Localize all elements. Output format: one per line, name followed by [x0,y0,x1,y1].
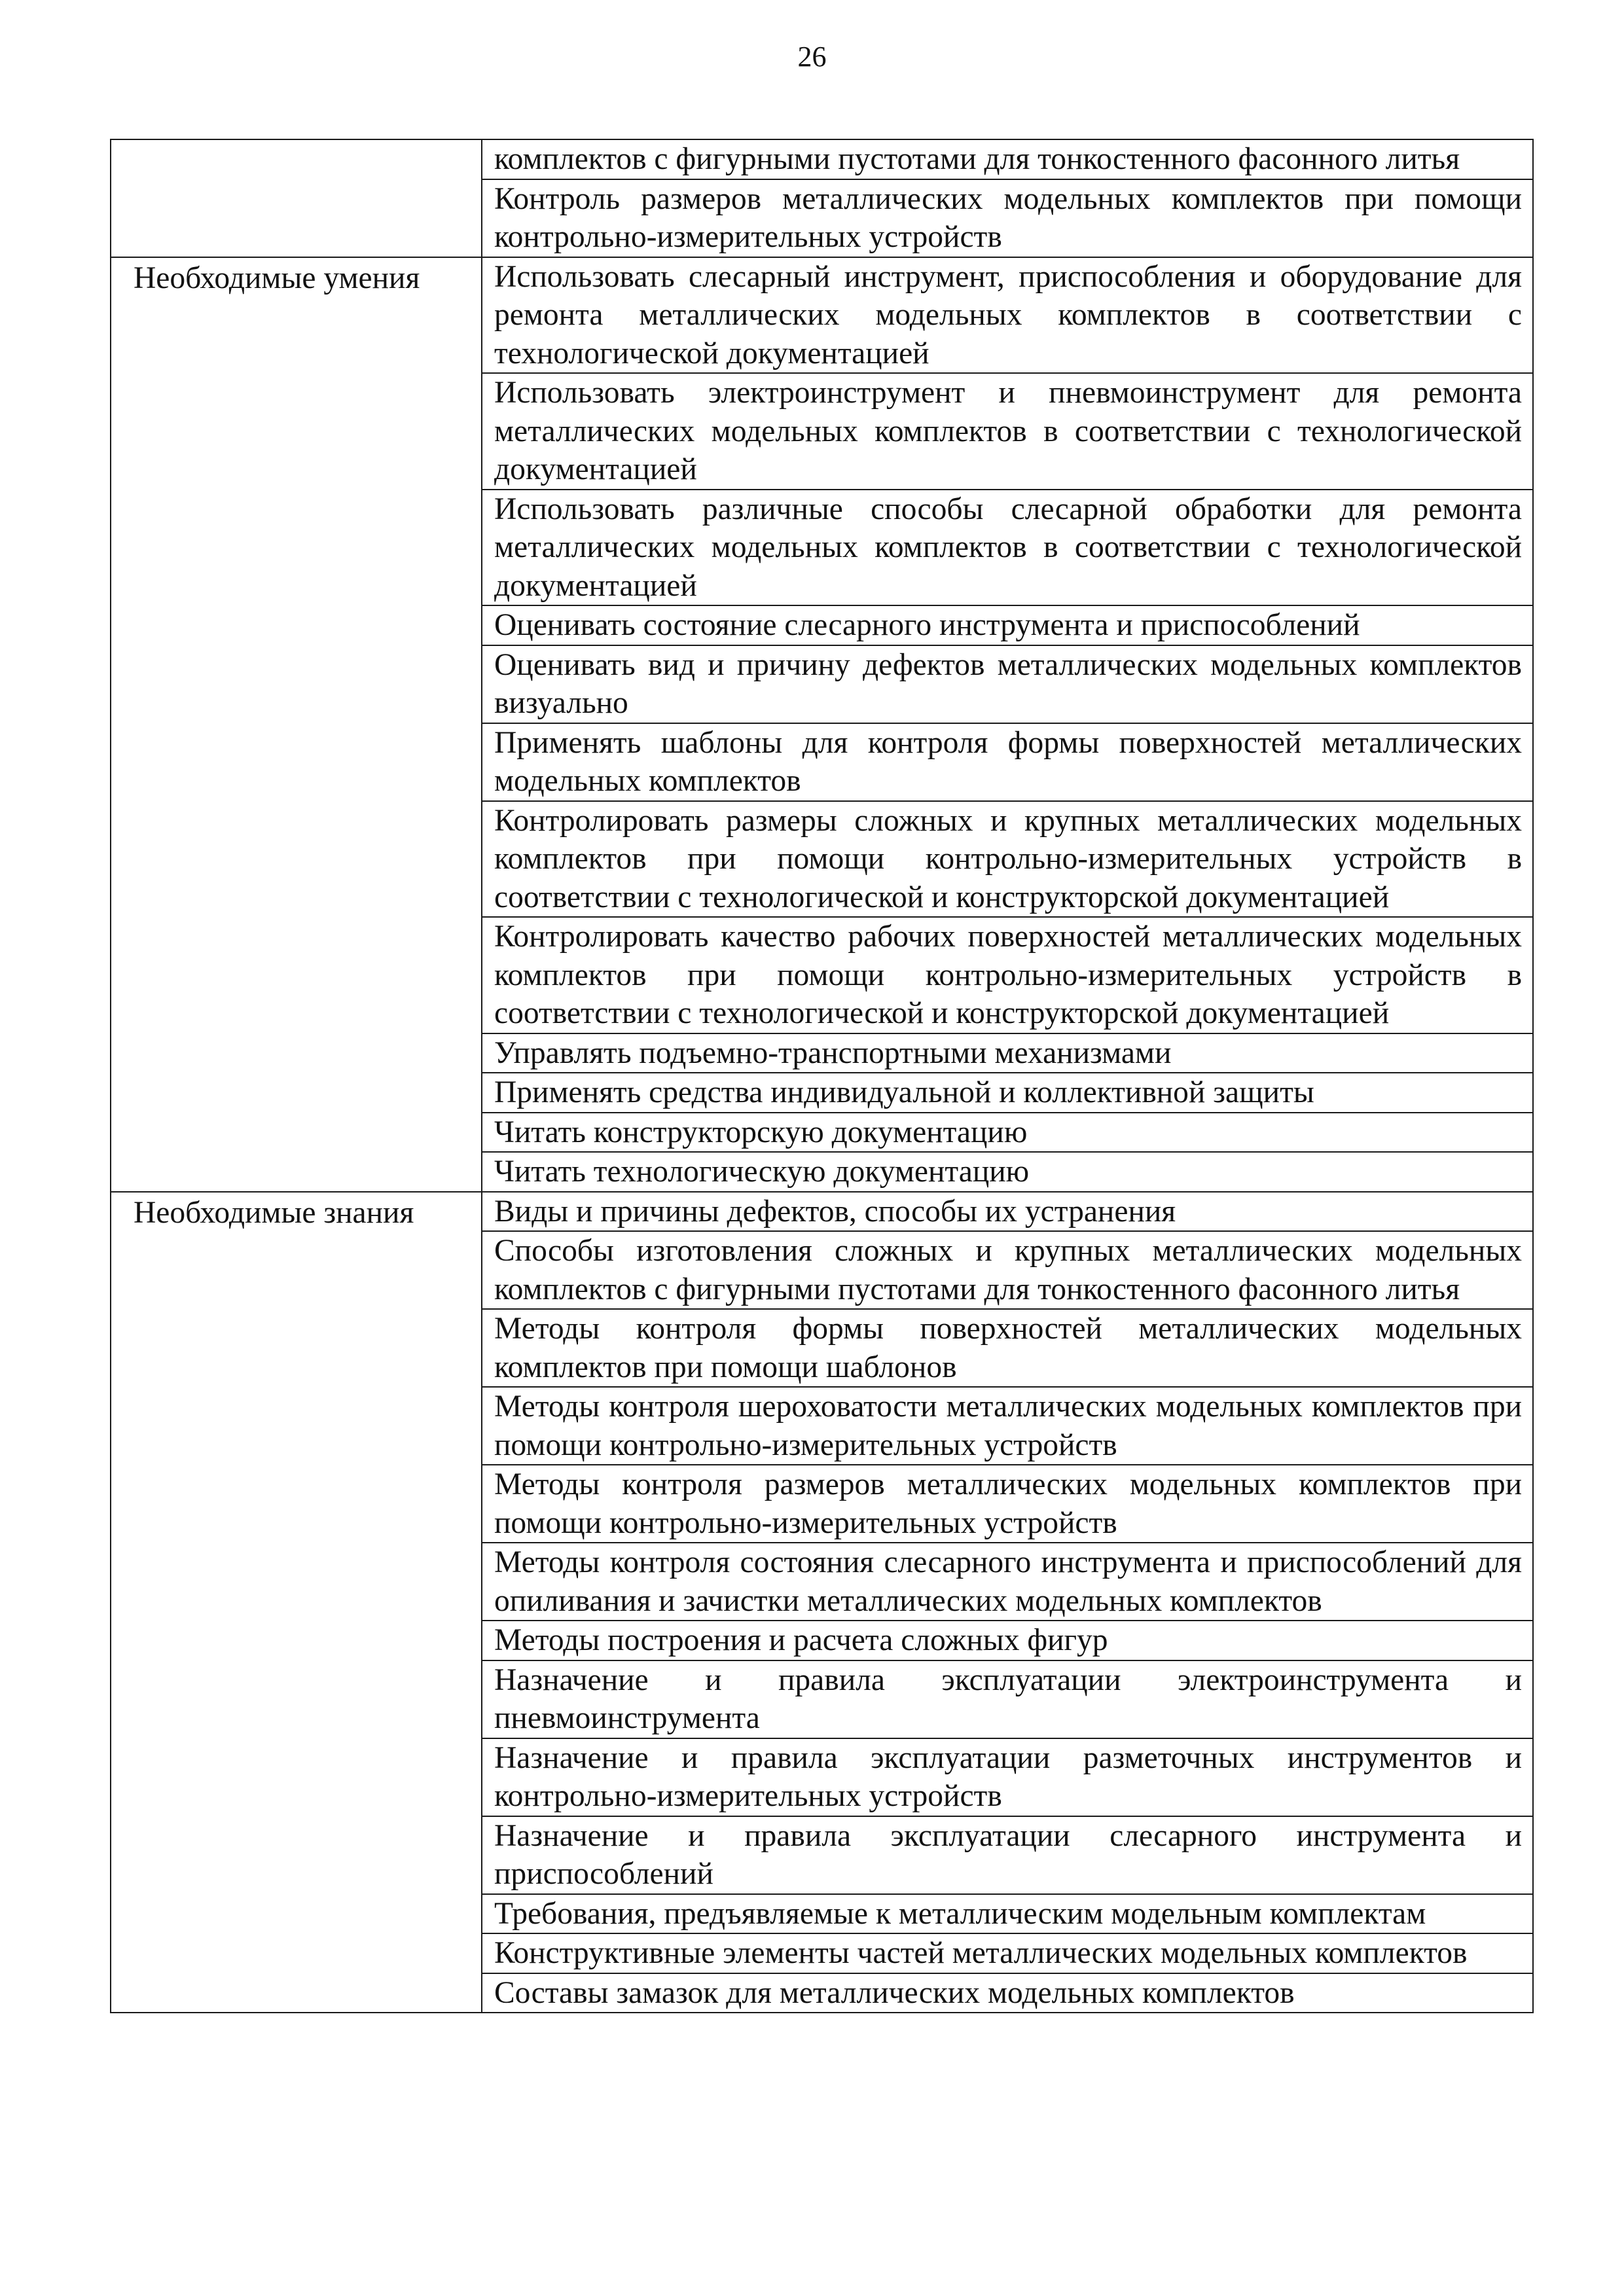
requirement-item: Оценивать вид и причину дефектов металлических модельных комплектов визуально [482,645,1533,723]
requirement-item: Использовать электроинструмент и пневмоинструмент для ремонта металлических модельных комплектов в соответствии с технологической документацией [482,373,1533,490]
requirement-item: Назначение и правила эксплуатации электроинструмента и пневмоинструмента [482,1660,1533,1738]
page-number: 26 [797,41,827,73]
table-row [111,139,1533,179]
table-row [111,257,1533,374]
requirement-item: Методы построения и расчета сложных фигур [482,1621,1533,1660]
requirement-item: Читать технологическую документацию [482,1152,1533,1192]
requirement-item: Использовать различные способы слесарной обработки для ремонта металлических модельных комплектов в соответствии с технологической документацией [482,490,1533,606]
requirement-item: комплектов с фигурными пустотами для тонкостенного фасонного литья [482,139,1533,179]
requirement-item: Конструктивные элементы частей металлических модельных комплектов [482,1933,1533,1973]
requirement-item: Методы контроля формы поверхностей металлических модельных комплектов при помощи шаблонов [482,1309,1533,1387]
requirement-item: Виды и причины дефектов, способы их устранения [482,1192,1533,1232]
requirement-item: Методы контроля размеров металлических модельных комплектов при помощи контрольно-измерительных устройств [482,1465,1533,1543]
requirement-item: Назначение и правила эксплуатации слесарного инструмента и приспособлений [482,1816,1533,1894]
requirement-item: Управлять подъемно-транспортными механизмами [482,1033,1533,1073]
requirement-item: Составы замазок для металлических модельных комплектов [482,1973,1533,2013]
requirement-item: Использовать слесарный инструмент, приспособления и оборудование для ремонта металлических модельных комплектов в соответствии с технологической документацией [482,257,1533,374]
requirement-item: Применять шаблоны для контроля формы поверхностей металлических модельных комплектов [482,723,1533,801]
requirement-item: Назначение и правила эксплуатации разметочных инструментов и контрольно-измерительных устройств [482,1738,1533,1816]
requirement-item: Читать конструкторскую документацию [482,1113,1533,1153]
requirements-table [110,139,1534,2013]
requirement-item: Контролировать качество рабочих поверхностей металлических модельных комплектов при помощи контрольно-измерительных устройств в соответствии с технологической и конструкторской документацией [482,917,1533,1033]
section-label: Необходимые знания [111,1192,482,2013]
requirement-item: Применять средства индивидуальной и коллективной защиты [482,1073,1533,1113]
requirement-item: Методы контроля шероховатости металлических модельных комплектов при помощи контрольно-измерительных устройств [482,1387,1533,1465]
requirements-table-body [111,139,1533,2013]
requirement-item: Способы изготовления сложных и крупных металлических модельных комплектов с фигурными пустотами для тонкостенного фасонного литья [482,1231,1533,1309]
section-label [111,139,482,257]
requirement-item: Контролировать размеры сложных и крупных металлических модельных комплектов при помощи контрольно-измерительных устройств в соответствии с технологической и конструкторской документацией [482,801,1533,918]
requirement-item: Требования, предъявляемые к металлическим модельным комплектам [482,1894,1533,1934]
table-row [111,1192,1533,1232]
requirement-item: Методы контроля состояния слесарного инструмента и приспособлений для опиливания и зачистки металлических модельных комплектов [482,1543,1533,1621]
section-label: Необходимые умения [111,257,482,1192]
requirement-item: Оценивать состояние слесарного инструмента и приспособлений [482,605,1533,645]
requirement-item: Контроль размеров металлических модельных комплектов при помощи контрольно-измерительных устройств [482,179,1533,257]
